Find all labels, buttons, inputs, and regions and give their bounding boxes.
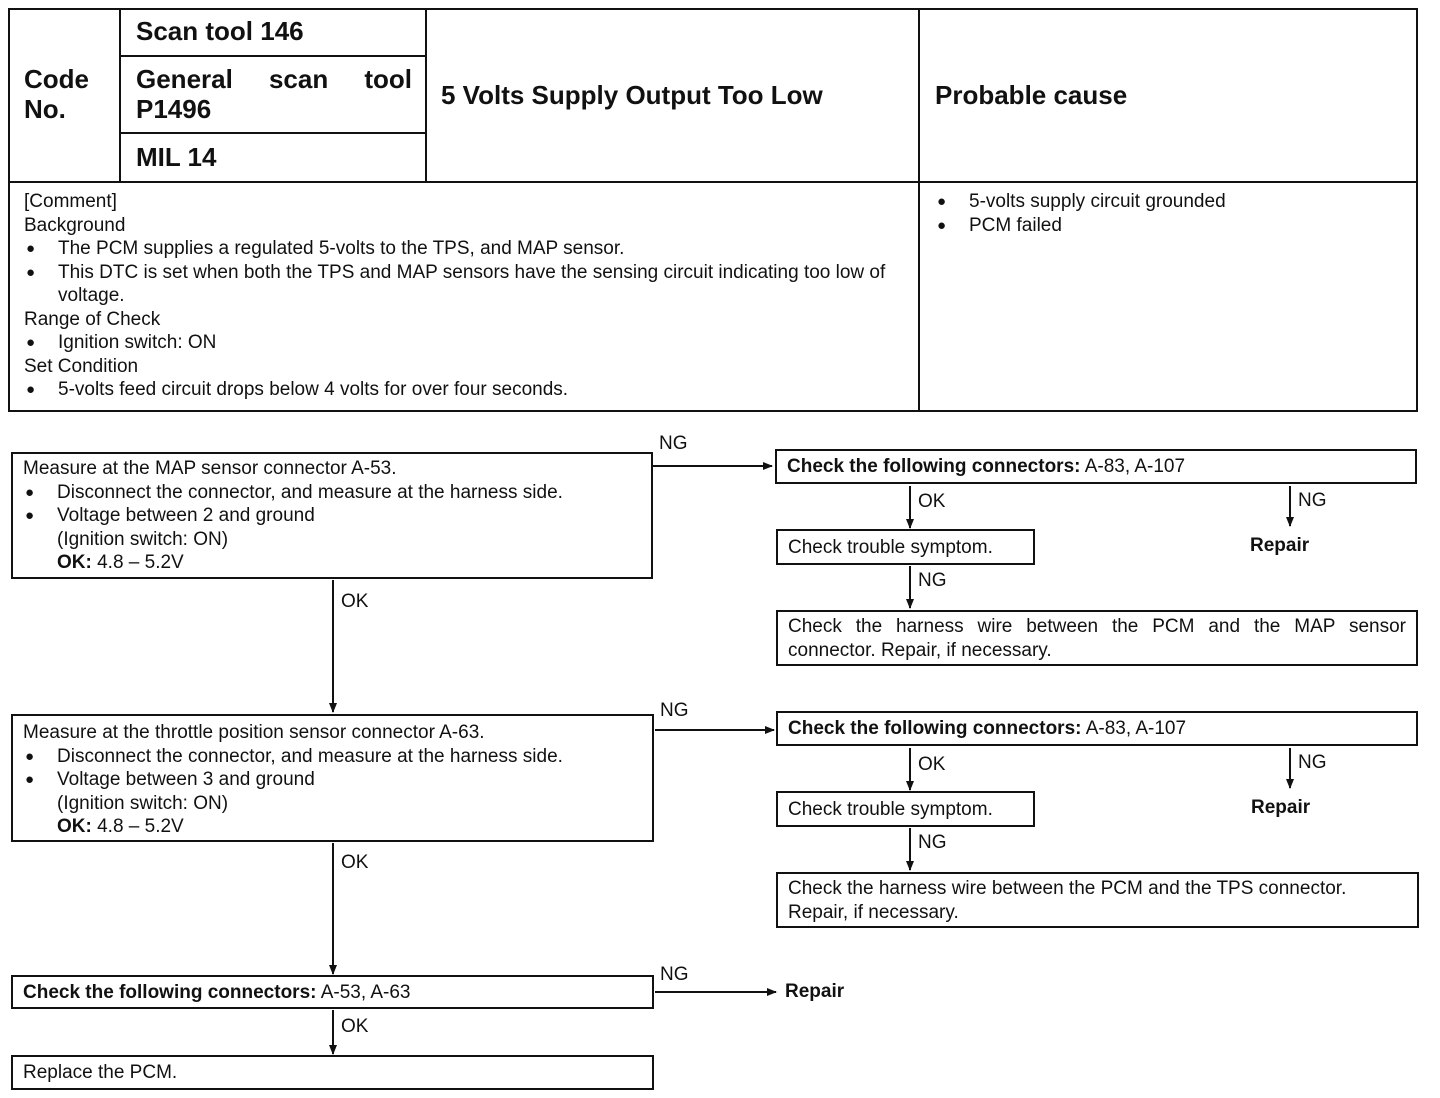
ok-label: OK	[918, 491, 946, 512]
symptom-text: Check trouble symptom.	[788, 799, 993, 820]
ok-label: OK	[918, 754, 946, 775]
symptom-text: Check trouble symptom.	[788, 537, 993, 558]
repair-label: Repair	[785, 981, 845, 1002]
probable-cause-item: ● PCM failed	[935, 214, 1405, 238]
scan-tool-code: Scan tool 146	[136, 16, 304, 46]
step-item: ● Disconnect the connector, and measure at the harness side.	[23, 481, 643, 505]
probable-cause-title: Probable cause	[935, 80, 1128, 110]
check-harness-map	[776, 610, 1418, 666]
ng-label: NG	[1298, 490, 1327, 511]
repair-label: Repair	[1251, 797, 1311, 818]
repair-label: Repair	[1250, 535, 1310, 556]
check-trouble-symptom	[776, 529, 1035, 565]
ok-value: 4.8 – 5.2V	[97, 816, 184, 837]
check-label: Check the following connectors:	[23, 982, 317, 1003]
probable-cause-item: ● 5-volts supply circuit grounded	[935, 190, 1405, 214]
ng-label: NG	[659, 433, 688, 454]
check-connectors-a83-a107	[775, 449, 1417, 484]
step-note: (Ignition switch: ON)	[57, 792, 229, 814]
code-no-label: Code No.	[24, 64, 89, 124]
check-connectors-a83-a107	[776, 711, 1418, 746]
check-harness-tps	[776, 872, 1419, 928]
replace-pcm	[11, 1055, 654, 1090]
ng-label: NG	[660, 964, 689, 985]
ng-label: NG	[660, 700, 689, 721]
step-item: ● Voltage between 3 and ground	[23, 768, 644, 792]
background-item: ● This DTC is set when both the TPS and MAP sensors have the sensing circuit indicating too low of voltage.	[24, 261, 909, 308]
check-trouble-symptom	[776, 791, 1035, 827]
range-heading: Range of Check	[24, 308, 161, 330]
step-item: ● Voltage between 2 and ground	[23, 504, 643, 528]
ok-label: OK	[341, 1016, 369, 1037]
step-ok-spec	[23, 815, 644, 839]
step-map-sensor-measure	[11, 452, 653, 579]
step-title: Measure at the throttle position sensor connector A-63.	[23, 722, 485, 743]
replace-text: Replace the PCM.	[23, 1062, 178, 1083]
page-title: 5 Volts Supply Output Too Low	[441, 80, 823, 110]
check-label: Check the following connectors:	[787, 456, 1081, 477]
step-title: Measure at the MAP sensor connector A-53.	[23, 458, 397, 479]
general-scan-tool-code: General scan tool P1496	[136, 64, 412, 124]
background-heading: Background	[24, 214, 126, 236]
ok-value: 4.8 – 5.2V	[97, 552, 184, 573]
mil-code: MIL 14	[136, 142, 217, 172]
ok-label: OK	[341, 852, 369, 873]
comment-tag: [Comment]	[24, 191, 117, 212]
step-item: ● Disconnect the connector, and measure at the harness side.	[23, 745, 644, 769]
harness-text: Check the harness wire between the PCM and the MAP sensor connector. Repair, if necessary.	[788, 616, 1406, 661]
set-condition-item: ● 5-volts feed circuit drops below 4 volts for over four seconds.	[24, 378, 909, 402]
ok-label: OK	[341, 591, 369, 612]
harness-text: Check the harness wire between the PCM and the TPS connector. Repair, if necessary.	[788, 878, 1347, 923]
check-value: A-83, A-107	[1085, 718, 1187, 739]
ng-label: NG	[918, 570, 947, 591]
range-item: ● Ignition switch: ON	[24, 331, 909, 355]
step-note: (Ignition switch: ON)	[57, 528, 229, 550]
check-value: A-83, A-107	[1084, 456, 1186, 477]
ok-label: OK:	[57, 816, 92, 837]
check-label: Check the following connectors:	[788, 718, 1082, 739]
check-value: A-53, A-63	[320, 982, 411, 1003]
ok-label: OK:	[57, 552, 92, 573]
ng-label: NG	[1298, 752, 1327, 773]
step-ok-spec	[23, 551, 643, 575]
ng-label: NG	[918, 832, 947, 853]
background-item: ● The PCM supplies a regulated 5-volts to the TPS, and MAP sensor.	[24, 237, 909, 261]
check-connectors-a53-a63	[11, 975, 654, 1009]
set-condition-heading: Set Condition	[24, 355, 139, 377]
step-tps-measure	[11, 714, 654, 842]
